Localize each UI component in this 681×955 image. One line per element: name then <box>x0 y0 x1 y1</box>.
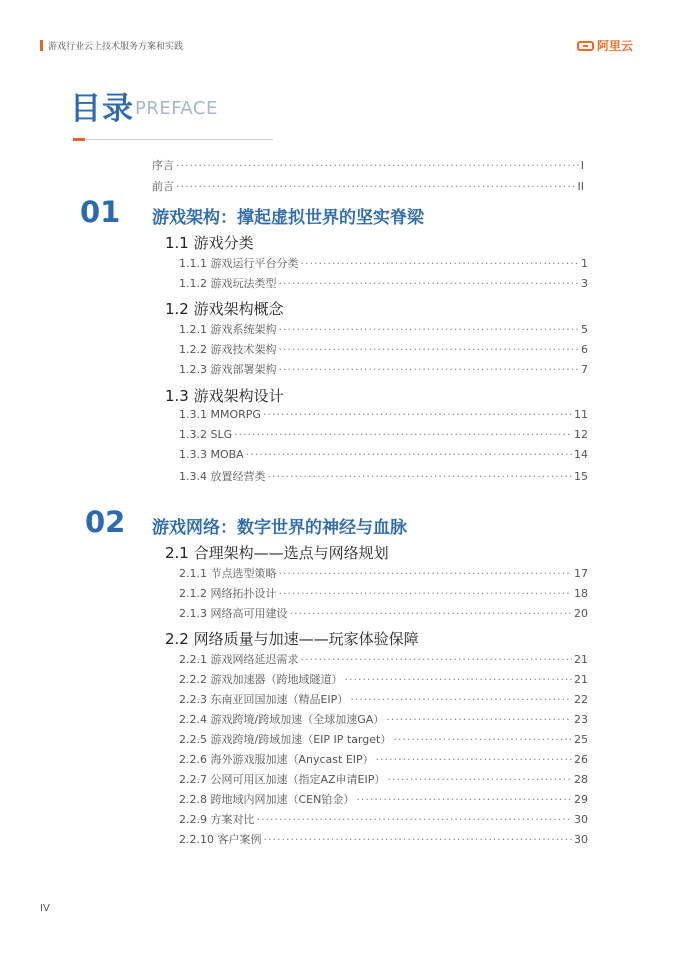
brand-logo <box>577 37 633 54</box>
entry-label: 2.1.2 网络拓扑设计 <box>179 587 277 600</box>
entry-label: 前言 <box>152 180 174 193</box>
toc-entry[interactable] <box>179 585 588 601</box>
title-divider-accent <box>73 138 85 141</box>
leader-dots <box>176 159 579 172</box>
entry-label: 2.2.9 方案对比 <box>179 813 255 826</box>
entry-page: 1 <box>581 257 588 270</box>
entry-page: 11 <box>574 408 588 421</box>
entry-label: 1.1.2 游戏玩法类型 <box>179 277 277 290</box>
leader-dots <box>345 673 573 686</box>
leader-dots <box>350 693 572 706</box>
toc-entry[interactable] <box>179 275 588 291</box>
aliyun-logo-icon <box>577 41 594 51</box>
chapter-title[interactable]: 游戏架构：撑起虚拟世界的坚实脊梁 <box>152 208 424 228</box>
toc-entry[interactable] <box>179 321 588 337</box>
leader-dots <box>268 470 573 483</box>
section-title[interactable]: 2.1 合理架构——选点与网络规划 <box>165 544 389 562</box>
page-number: IV <box>40 903 50 914</box>
leader-dots <box>279 343 580 356</box>
entry-page: 30 <box>574 833 588 846</box>
toc-subtitle: PREFACE <box>135 98 218 119</box>
toc-entry[interactable] <box>179 605 588 621</box>
toc-entry[interactable] <box>179 731 588 747</box>
toc-entry[interactable] <box>179 771 588 787</box>
entry-label: 2.2.6 海外游戏服加速（Anycast EIP） <box>179 753 374 766</box>
toc-title: 目录 <box>70 91 134 127</box>
entry-page: 17 <box>574 567 588 580</box>
chapter-number: 01 <box>80 195 121 229</box>
brand-name: 阿里云 <box>596 39 633 53</box>
entry-page: 15 <box>574 470 588 483</box>
entry-label: 2.2.8 跨地域内网加速（CEN铂金） <box>179 793 355 806</box>
entry-label: 2.2.1 游戏网络延迟需求 <box>179 653 299 666</box>
section-title[interactable]: 1.2 游戏架构概念 <box>165 300 284 318</box>
entry-label: 2.1.1 节点选型策略 <box>179 567 277 580</box>
toc-entry[interactable] <box>179 791 588 807</box>
entry-label: 2.2.5 游戏跨境/跨域加速（EIP IP target） <box>179 733 392 746</box>
entry-label: 序言 <box>152 159 174 172</box>
entry-label: 1.3.3 MOBA <box>179 448 244 461</box>
toc-entry[interactable] <box>179 711 588 727</box>
toc-entry[interactable] <box>179 751 588 767</box>
leader-dots <box>301 257 580 270</box>
toc-entry[interactable] <box>179 255 588 271</box>
entry-page: 29 <box>574 793 588 806</box>
entry-label: 1.3.2 SLG <box>179 428 233 441</box>
entry-page: 6 <box>581 343 588 356</box>
entry-page: 22 <box>574 693 588 706</box>
leader-dots <box>386 713 572 726</box>
leader-dots <box>246 448 572 461</box>
leader-dots <box>356 793 572 806</box>
toc-entry[interactable] <box>179 341 588 357</box>
header-accent-bar <box>40 40 43 51</box>
entry-label: 1.2.3 游戏部署架构 <box>179 363 277 376</box>
toc-entry-preface[interactable] <box>152 157 584 173</box>
toc-entry[interactable] <box>179 468 588 484</box>
chapter-title[interactable]: 游戏网络：数字世界的神经与血脉 <box>152 518 407 538</box>
entry-page: 21 <box>574 653 588 666</box>
entry-label: 2.2.4 游戏跨境/跨域加速（全球加速GA） <box>179 713 385 726</box>
entry-label: 2.1.3 网络高可用建设 <box>179 607 288 620</box>
entry-label: 2.2.7 公网可用区加速（指定AZ申请EIP） <box>179 773 386 786</box>
entry-label: 1.3.1 MMORPG <box>179 408 261 421</box>
toc-entry[interactable] <box>179 691 588 707</box>
entry-label: 2.2.2 游戏加速器（跨地域隧道） <box>179 673 343 686</box>
entry-page: II <box>577 180 584 193</box>
leader-dots <box>176 180 576 193</box>
entry-page: 28 <box>574 773 588 786</box>
toc-entry[interactable] <box>179 565 588 581</box>
leader-dots <box>279 587 573 600</box>
leader-dots <box>279 363 580 376</box>
leader-dots <box>376 753 572 766</box>
entry-label: 1.2.1 游戏系统架构 <box>179 323 277 336</box>
leader-dots <box>279 323 580 336</box>
entry-page: 26 <box>574 753 588 766</box>
title-divider <box>73 139 273 140</box>
leader-dots <box>279 277 580 290</box>
entry-page: 3 <box>581 277 588 290</box>
entry-page: 5 <box>581 323 588 336</box>
entry-page: 21 <box>574 673 588 686</box>
section-title[interactable]: 2.2 网络质量与加速——玩家体验保障 <box>165 630 419 648</box>
leader-dots <box>301 653 573 666</box>
entry-label: 1.3.4 放置经营类 <box>179 470 266 483</box>
doc-header-title: 游戏行业云上技术服务方案和实践 <box>48 42 184 52</box>
entry-page: 7 <box>581 363 588 376</box>
toc-entry[interactable] <box>179 448 588 461</box>
entry-page: 18 <box>574 587 588 600</box>
toc-entry[interactable] <box>179 811 588 827</box>
toc-entry[interactable] <box>179 408 588 421</box>
entry-page: 23 <box>574 713 588 726</box>
entry-label: 1.1.1 游戏运行平台分类 <box>179 257 299 270</box>
entry-page: 20 <box>574 607 588 620</box>
entry-page: 12 <box>574 428 588 441</box>
entry-label: 2.2.10 客户案例 <box>179 833 262 846</box>
leader-dots <box>279 567 573 580</box>
toc-entry[interactable] <box>179 428 588 441</box>
leader-dots <box>234 428 572 441</box>
leader-dots <box>290 607 573 620</box>
section-title[interactable]: 1.3 游戏架构设计 <box>165 387 284 405</box>
section-title[interactable]: 1.1 游戏分类 <box>165 234 254 252</box>
toc-entry-foreword[interactable] <box>152 178 584 194</box>
leader-dots <box>257 813 573 826</box>
entry-label: 2.2.3 东南亚回国加速（精品EIP） <box>179 693 349 706</box>
leader-dots <box>263 408 572 421</box>
toc-entry[interactable] <box>179 671 588 687</box>
chapter-number: 02 <box>85 505 126 539</box>
toc-entry[interactable] <box>179 831 588 847</box>
entry-label: 1.2.2 游戏技术架构 <box>179 343 277 356</box>
entry-page: 14 <box>574 448 588 461</box>
entry-page: 30 <box>574 813 588 826</box>
entry-page: 25 <box>574 733 588 746</box>
leader-dots <box>263 833 572 846</box>
leader-dots <box>393 733 572 746</box>
leader-dots <box>387 773 572 786</box>
entry-page: I <box>580 159 584 172</box>
toc-entry[interactable] <box>179 361 588 377</box>
toc-entry[interactable] <box>179 651 588 667</box>
